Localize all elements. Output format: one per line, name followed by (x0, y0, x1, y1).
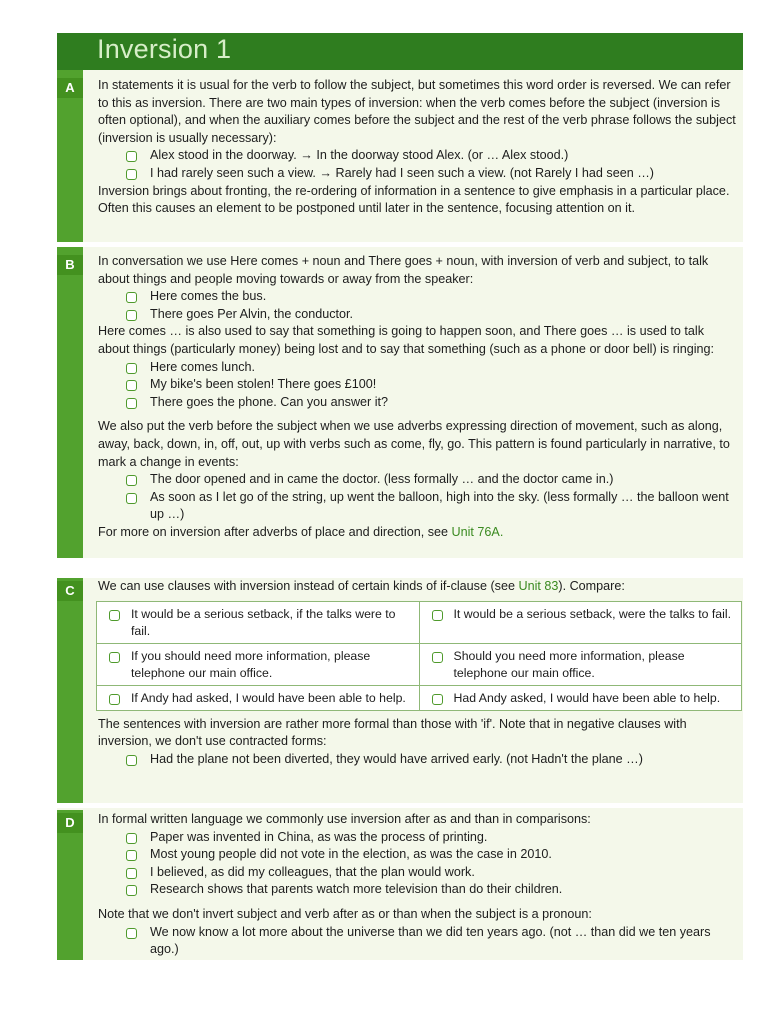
example-item: The door opened and in came the doctor. (less formally … and the doctor came in.) (98, 471, 738, 489)
example-item: Here comes lunch. (98, 359, 738, 377)
table-cell: It would be a serious setback, were the talks to fail. (419, 601, 742, 643)
example-item: My bike's been stolen! There goes £100! (98, 376, 738, 394)
example-item: We now know a lot more about the universe than we did ten years ago. (not … than did we ten years ago.) (98, 924, 738, 959)
unit-link[interactable]: Unit 83 (518, 579, 559, 593)
checkbox-icon (126, 380, 137, 391)
section-b (98, 253, 738, 542)
section-a-intro: In statements it is usual for the verb to follow the subject, but sometimes this word order is reversed. We can refer to this as inversion. There are two main types of inversion: when the verb comes before the subject (inversion is often optional), and when the auxiliary comes before the subject and the rest of the verb phrase follows the subject (inversion is usually necessary): (98, 78, 736, 145)
checkbox-icon (109, 610, 120, 621)
table-row (97, 643, 742, 685)
section-c-after: The sentences with inversion are rather more formal than those with 'if'. Note that in negative clauses with inversion, we don't use contracted forms: (98, 716, 687, 749)
checkbox-icon (126, 151, 137, 162)
checkbox-icon (126, 850, 137, 861)
section-b-intro: In conversation we use Here comes + noun and There goes + noun, with inversion of verb and subject, to talk about things and people moving towards or away from the speaker: (98, 254, 709, 286)
checkbox-icon (432, 610, 443, 621)
unit-title: Inversion 1 (97, 34, 232, 64)
section-badge-c: C (57, 581, 83, 601)
section-b-middle: Here comes … is also used to say that something is going to happen soon, and There goes … is used to talk about things (particularly money) being lost and to say that something (such as a phone or door bell) is ringing: (98, 324, 715, 356)
checkbox-icon (126, 868, 137, 879)
comparison-table (96, 601, 742, 711)
section-d (98, 811, 738, 959)
checkbox-icon (126, 169, 137, 180)
section-a-outro: Inversion brings about fronting, the re-ordering of information in a sentence to give emphasis in a particular place. Often this causes an element to be postponed until later in the sentence, focusing attention on it. (98, 183, 730, 216)
section-divider (57, 558, 743, 578)
example-item: Here comes the bus. (98, 288, 738, 306)
example-item: As soon as I let go of the string, up went the balloon, high into the sky. (less formally … the balloon went up …) (98, 489, 738, 524)
checkbox-icon (126, 755, 137, 766)
sidebar-strip-a (57, 70, 83, 279)
checkbox-icon (126, 475, 137, 486)
sidebar-strip-c (57, 578, 83, 805)
checkbox-icon (126, 493, 137, 504)
checkbox-icon (109, 652, 120, 663)
section-b-footer: For more on inversion after adverbs of place and direction, see Unit 76A. (98, 524, 504, 539)
section-a (98, 77, 738, 218)
example-item: Most young people did not vote in the election, as was the case in 2010. (98, 846, 738, 864)
table-cell: If Andy had asked, I would have been able to help. (97, 685, 420, 710)
table-cell: Had Andy asked, I would have been able to help. (419, 685, 742, 710)
section-badge-a: A (57, 78, 83, 98)
section-c (98, 578, 738, 768)
checkbox-icon (432, 694, 443, 705)
table-row (97, 601, 742, 643)
checkbox-icon (126, 833, 137, 844)
example-item: I had rarely seen such a view. → Rarely had I seen such a view. (not Rarely I had seen …) (98, 165, 738, 183)
example-item: I believed, as did my colleagues, that the plan would work. (98, 864, 738, 882)
checkbox-icon (126, 310, 137, 321)
table-cell: Should you need more information, please telephone our main office. (419, 643, 742, 685)
example-item: Had the plane not been diverted, they would have arrived early. (not Hadn't the plane …) (98, 751, 738, 769)
checkbox-icon (126, 885, 137, 896)
example-item: Alex stood in the doorway. → In the doorway stood Alex. (or … Alex stood.) (98, 147, 738, 165)
section-divider (57, 242, 743, 247)
section-divider (57, 803, 743, 808)
checkbox-icon (126, 928, 137, 939)
checkbox-icon (432, 652, 443, 663)
unit-link[interactable]: Unit 76A. (451, 524, 504, 539)
example-item: There goes the phone. Can you answer it? (98, 394, 738, 412)
checkbox-icon (126, 292, 137, 303)
checkbox-icon (126, 398, 137, 409)
table-cell: If you should need more information, please telephone our main office. (97, 643, 420, 685)
table-cell: It would be a serious setback, if the talks were to fail. (97, 601, 420, 643)
section-badge-d: D (57, 813, 83, 833)
textbook-page (57, 33, 743, 960)
section-c-intro: We can use clauses with inversion instead of certain kinds of if-clause (see Unit 83). Compare: (98, 579, 625, 593)
table-row (97, 685, 742, 710)
section-d-note: Note that we don't invert subject and verb after as or than when the subject is a pronoun: (98, 906, 592, 921)
checkbox-icon (109, 694, 120, 705)
section-b-para2: We also put the verb before the subject when we use adverbs expressing direction of movement, such as along, away, back, down, in, off, out, up with verbs such as come, fly, go. This pattern is found particularly in narrative, to mark a change in events: (98, 419, 730, 469)
section-badge-b: B (57, 255, 83, 275)
sidebar-strip-b (57, 252, 83, 558)
example-item: Research shows that parents watch more television than do their children. (98, 881, 738, 899)
checkbox-icon (126, 363, 137, 374)
example-item: There goes Per Alvin, the conductor. (98, 306, 738, 324)
unit-header (57, 33, 743, 70)
section-d-intro: In formal written language we commonly use inversion after as and than in comparisons: (98, 812, 591, 826)
example-item: Paper was invented in China, as was the process of printing. (98, 829, 738, 847)
